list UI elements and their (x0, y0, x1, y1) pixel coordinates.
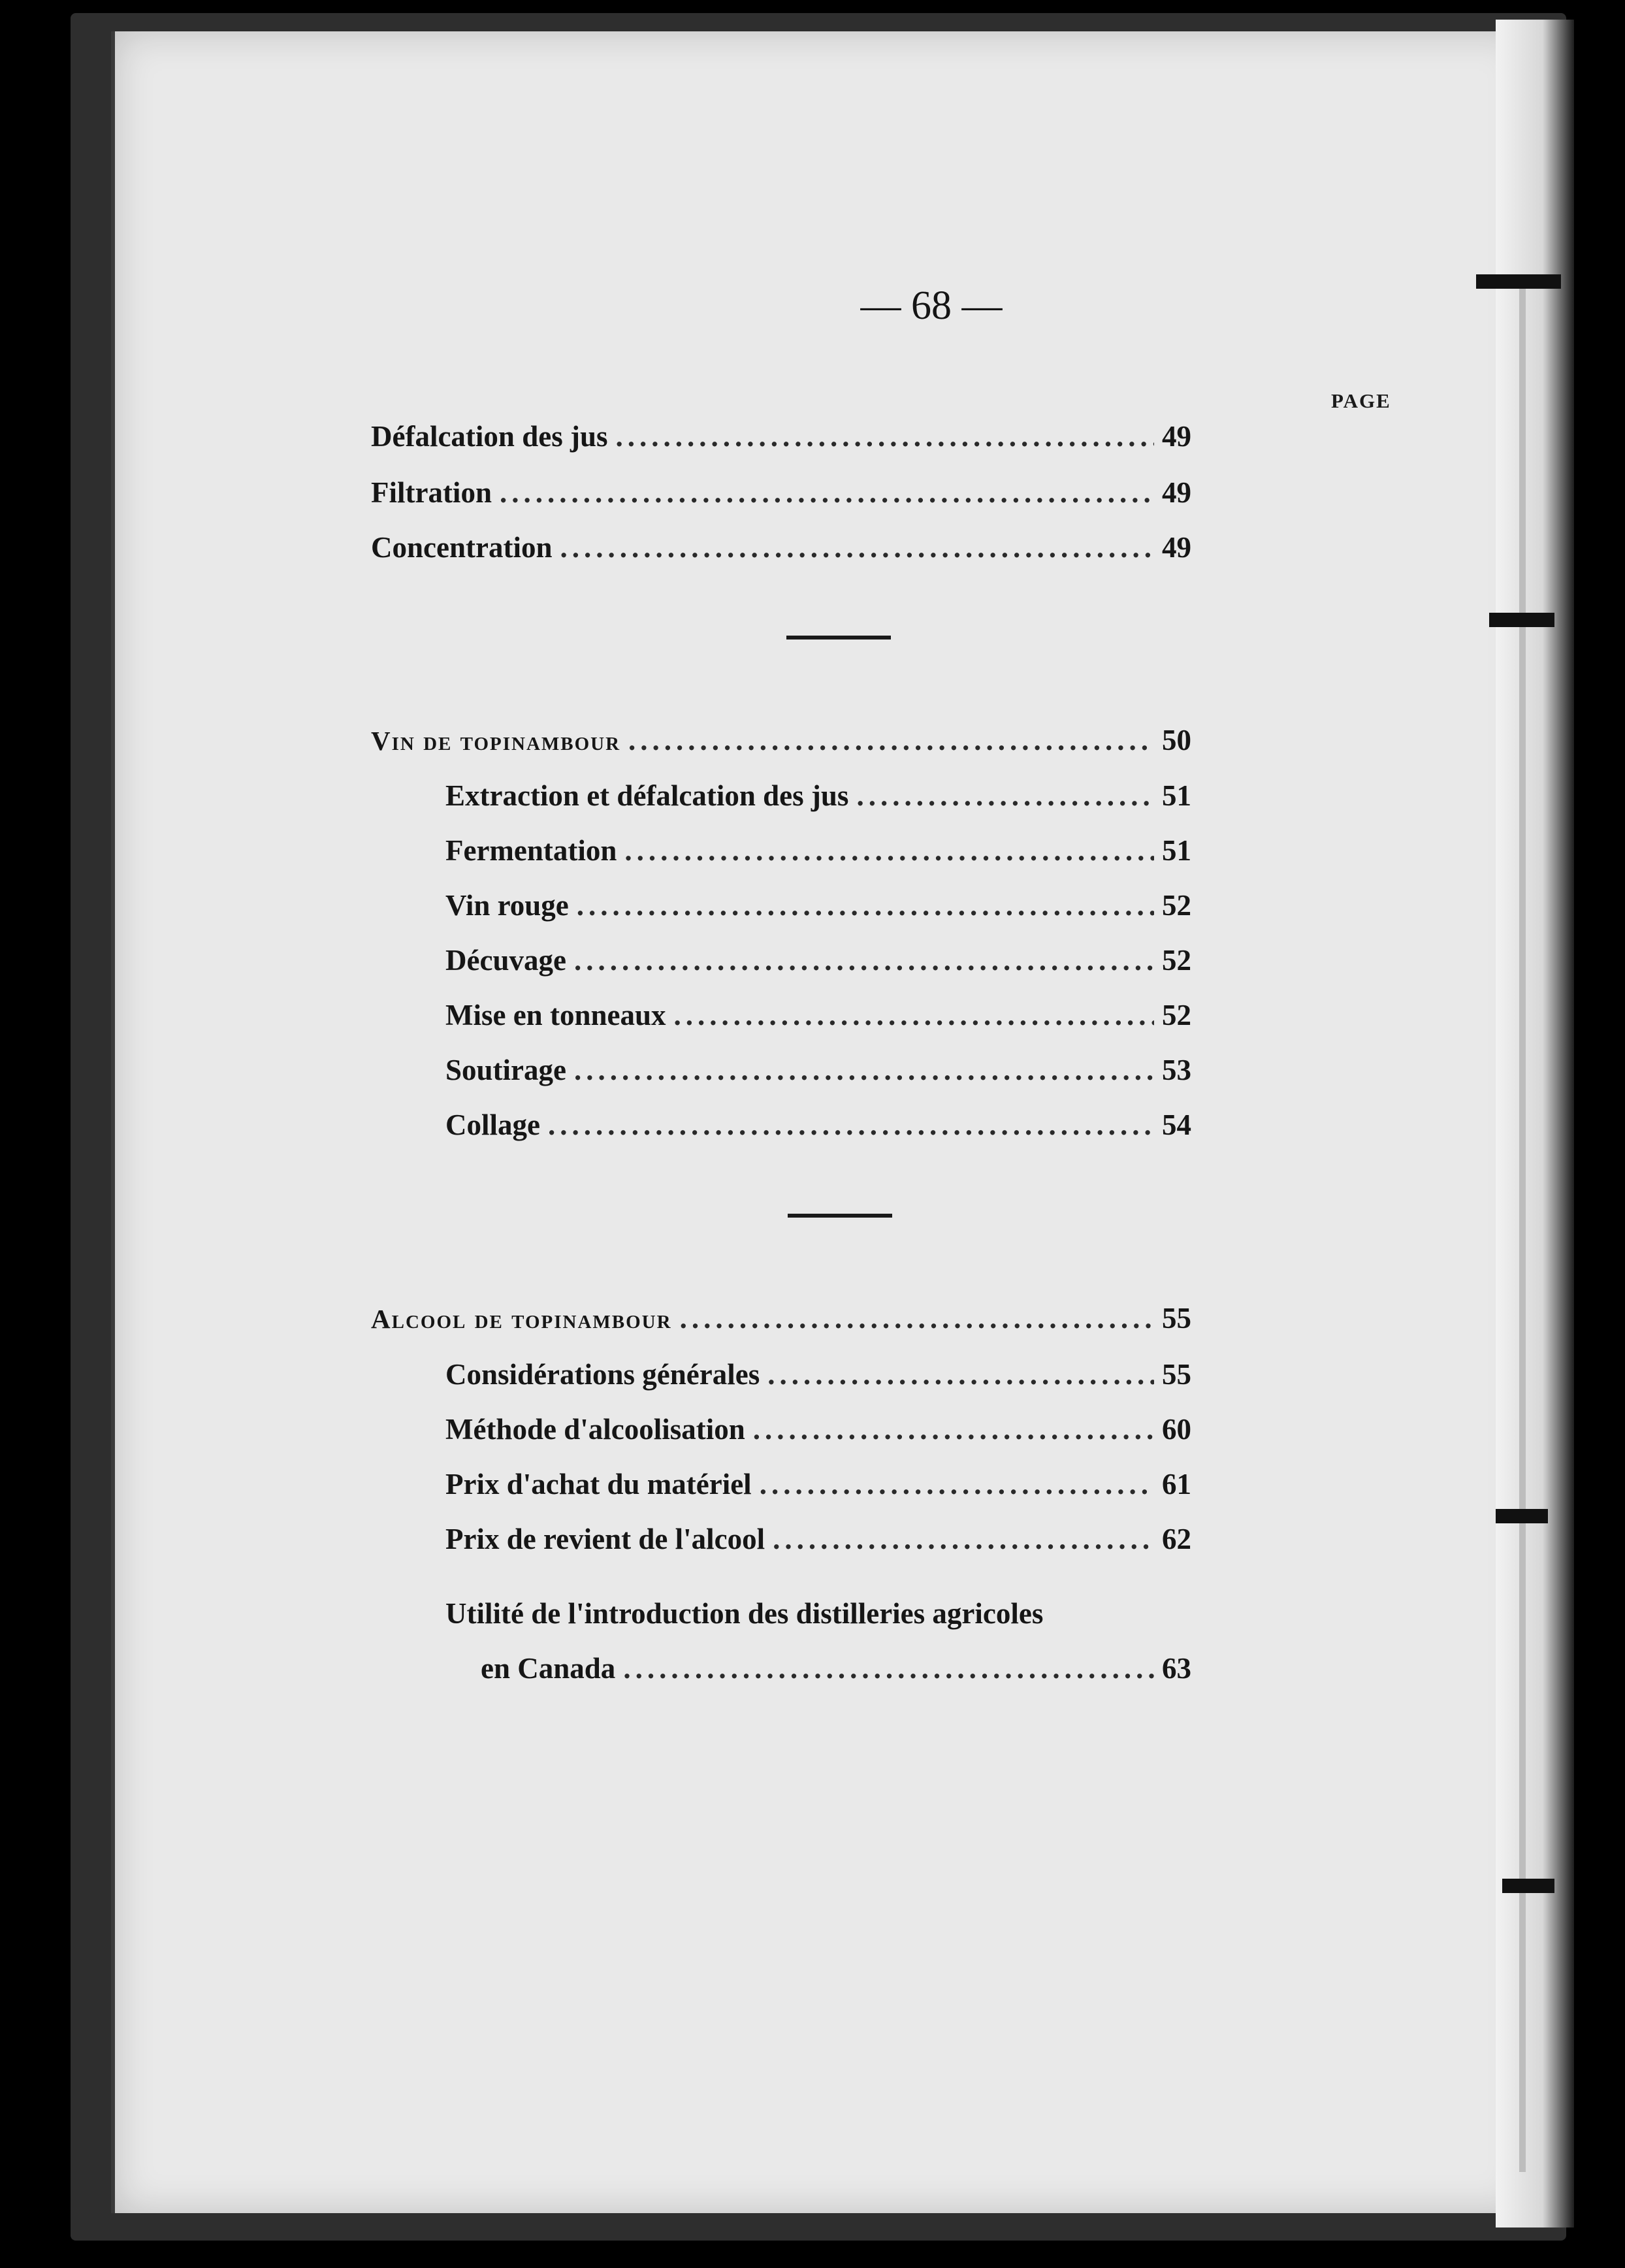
toc-entry (371, 473, 1191, 512)
dot-leader (767, 1355, 1154, 1394)
toc-entry-page: 55 (1162, 1358, 1191, 1391)
binding-stitch (1496, 1509, 1548, 1523)
toc-section-heading (371, 721, 1191, 760)
dot-leader (624, 831, 1154, 870)
toc-entry (371, 417, 1191, 456)
toc-entry-page: 63 (1162, 1652, 1191, 1685)
dot-leader (500, 473, 1154, 512)
binding-stitch (1502, 1879, 1554, 1893)
toc-heading-label: Alcool de topinambour (371, 1304, 672, 1334)
dot-leader (615, 417, 1154, 456)
toc-entry (481, 1649, 1191, 1688)
dot-leader (623, 1649, 1154, 1688)
toc-entry-page: 50 (1162, 724, 1191, 756)
section-divider (786, 636, 891, 640)
dot-leader (548, 1105, 1154, 1144)
toc-entry (445, 1519, 1191, 1559)
toc-entry-page: 53 (1162, 1054, 1191, 1086)
toc-entry (445, 1465, 1191, 1504)
toc-entry-page: 52 (1162, 944, 1191, 977)
toc-entry-label: Décuvage (445, 944, 566, 977)
dot-leader (680, 1299, 1154, 1338)
dot-leader (577, 886, 1154, 925)
book-page (111, 31, 1526, 2213)
toc-section-heading (371, 1299, 1191, 1338)
dot-leader (856, 776, 1154, 815)
dot-leader (628, 721, 1154, 760)
toc-entry-page: 52 (1162, 999, 1191, 1031)
dot-leader (560, 528, 1154, 567)
toc-entry-label: Vin rouge (445, 889, 569, 922)
toc-entry-page: 49 (1162, 531, 1191, 564)
toc-entry-label: Extraction et défalcation des jus (445, 779, 849, 812)
dot-leader (760, 1465, 1154, 1504)
toc-entry-page: 51 (1162, 779, 1191, 812)
page-number: — 68 — (860, 284, 1003, 328)
binding-stitch (1476, 274, 1561, 289)
dot-leader (753, 1410, 1154, 1449)
toc-entry (445, 996, 1191, 1035)
toc-entry-page: 49 (1162, 476, 1191, 509)
toc-entry-page: 55 (1162, 1302, 1191, 1335)
toc-entry (445, 886, 1191, 925)
toc-entry-label: Filtration (371, 476, 492, 509)
toc-entry (445, 1355, 1191, 1394)
toc-entry (371, 528, 1191, 567)
toc-entry-label: Mise en tonneaux (445, 999, 666, 1031)
toc-entry-label: Prix de revient de l'alcool (445, 1523, 765, 1555)
toc-entry-label: Considérations générales (445, 1358, 760, 1391)
toc-entry-page: 61 (1162, 1468, 1191, 1500)
toc-entry-page: 54 (1162, 1109, 1191, 1141)
page-column-header: PAGE (1331, 389, 1391, 412)
toc-entry-label: Méthode d'alcoolisation (445, 1413, 745, 1446)
toc-entry-label: Fermentation (445, 834, 617, 867)
toc-entry-label: Concentration (371, 531, 553, 564)
toc-entry-label: Soutirage (445, 1054, 566, 1086)
toc-entry-page: 60 (1162, 1413, 1191, 1446)
toc-entry-label: en Canada (481, 1652, 616, 1685)
dot-leader (674, 996, 1155, 1035)
toc-entry-label: Prix d'achat du matériel (445, 1468, 752, 1500)
toc-entry-label: Collage (445, 1109, 540, 1141)
dot-leader (574, 941, 1154, 980)
toc-entry-page: 62 (1162, 1523, 1191, 1555)
toc-entry (445, 1105, 1191, 1144)
toc-entry (445, 941, 1191, 980)
toc-entry (445, 776, 1191, 815)
toc-entry-label-line1: Utilité de l'introduction des distilleries agricoles (445, 1597, 1044, 1630)
toc-entry (445, 1050, 1191, 1090)
section-divider (788, 1214, 892, 1218)
toc-entry-page: 49 (1162, 420, 1191, 453)
binding-stitch (1489, 613, 1554, 627)
toc-entry-page: 51 (1162, 834, 1191, 867)
toc-entry (445, 831, 1191, 870)
dot-leader (574, 1050, 1154, 1090)
toc-entry (445, 1410, 1191, 1449)
dot-leader (773, 1519, 1154, 1559)
toc-entry-page: 52 (1162, 889, 1191, 922)
toc-heading-label: Vin de topinambour (371, 726, 621, 756)
toc-entry-label: Défalcation des jus (371, 420, 608, 453)
book-binding (1496, 20, 1574, 2228)
